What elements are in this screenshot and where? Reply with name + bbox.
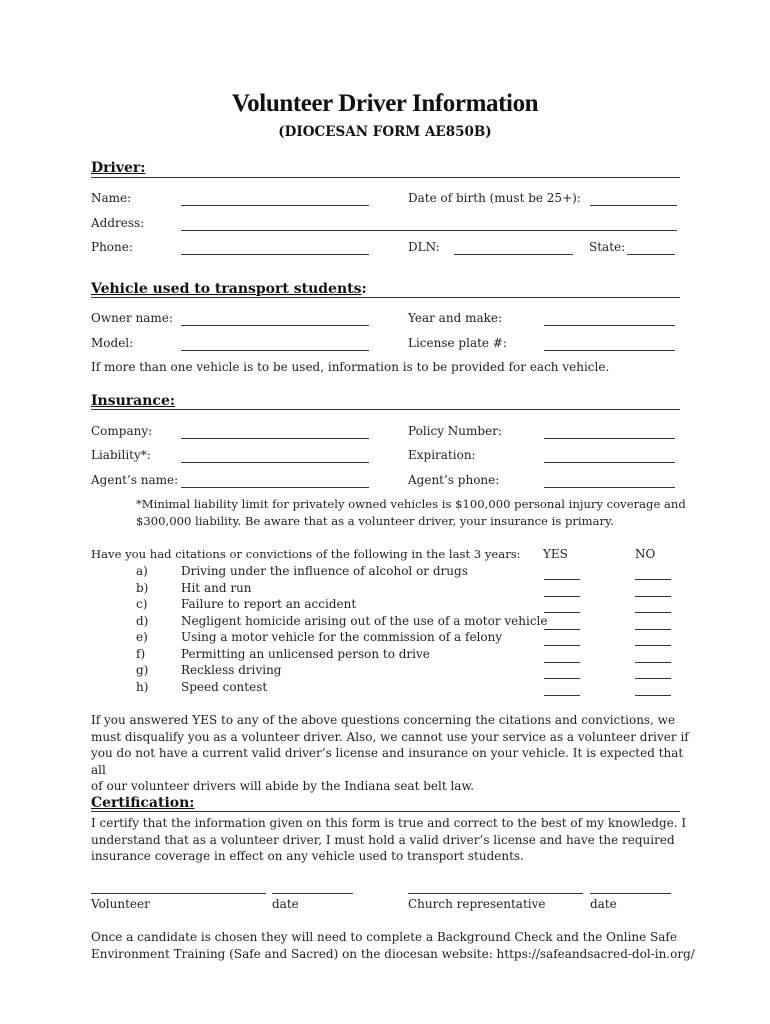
dob-label: Date of birth (must be 25+): <box>408 191 581 205</box>
vehicle-heading-text: Vehicle used to transport students <box>91 281 362 297</box>
citation-letter: h) <box>136 679 149 694</box>
name-label: Name: <box>91 191 132 205</box>
citation-yes-field[interactable] <box>544 645 580 646</box>
cert-line-1: I certify that the information given on this form is true and correct to the best of my knowledge. I <box>91 816 687 830</box>
citation-yes-field[interactable] <box>544 662 580 663</box>
citation-yes-field[interactable] <box>544 695 580 696</box>
citation-letter: a) <box>136 564 148 578</box>
liability-footnote-line-1: *Minimal liability limit for privately owned vehicles is $100,000 personal injury coverage and <box>136 497 686 511</box>
model-label: Model: <box>91 336 134 350</box>
certification-statement <box>91 815 691 865</box>
citation-text: Using a motor vehicle for the commission of a felony <box>181 630 503 644</box>
insurance-section-heading: Insurance: <box>91 393 176 409</box>
no-column-header: NO <box>635 547 656 561</box>
company-label: Company: <box>91 424 153 438</box>
form-number: (DIOCESAN FORM AE850B) <box>278 124 492 140</box>
cert-line-3: insurance coverage in effect on any vehicle used to transport students. <box>91 849 524 863</box>
year-make-field[interactable] <box>544 325 675 326</box>
citation-no-field[interactable] <box>635 629 671 630</box>
liability-label: Liability*: <box>91 448 151 462</box>
church-rep-date-label: date <box>590 897 617 911</box>
citation-no-field[interactable] <box>635 645 671 646</box>
citation-yes-field[interactable] <box>544 629 580 630</box>
phone-field[interactable] <box>181 254 369 255</box>
section-rule <box>91 297 680 298</box>
citation-letter: d) <box>136 613 149 628</box>
section-rule <box>91 409 680 410</box>
citation-letter: f) <box>136 646 146 661</box>
owner-name-label: Owner name: <box>91 311 173 325</box>
driver-section-heading: Driver: <box>91 160 146 176</box>
citation-yes-field[interactable] <box>544 678 580 679</box>
citation-text: Permitting an unlicensed person to drive <box>181 646 430 661</box>
footer-line-2: Environment Training (Safe and Sacred) on the diocesan website: https://safeandsacred-dol-in.org/ <box>91 947 695 961</box>
notice-line-2: must disqualify you as a volunteer driver. Also, we cannot use your service as a volunteer driver if <box>91 729 689 744</box>
policy-number-field[interactable] <box>544 438 675 439</box>
section-rule <box>91 811 680 812</box>
citation-no-field[interactable] <box>635 662 671 663</box>
phone-label: Phone: <box>91 240 133 254</box>
license-plate-field[interactable] <box>544 350 675 351</box>
citation-yes-field[interactable] <box>544 612 580 613</box>
section-rule <box>91 177 680 178</box>
citation-no-field[interactable] <box>635 596 671 597</box>
vehicle-heading-colon: : <box>361 281 367 297</box>
agent-phone-field[interactable] <box>544 487 675 488</box>
church-rep-label: Church representative <box>408 897 546 911</box>
agent-phone-label: Agent’s phone: <box>408 473 500 487</box>
citation-text: Failure to report an accident <box>181 597 357 611</box>
citations-notice <box>91 712 691 795</box>
volunteer-date-label: date <box>272 897 299 911</box>
agent-name-field[interactable] <box>181 487 369 488</box>
citation-letter: e) <box>136 630 148 644</box>
year-make-label: Year and make: <box>408 311 503 325</box>
citation-text: Negligent homicide arising out of the use of a motor vehicle <box>181 613 548 628</box>
model-field[interactable] <box>181 350 369 351</box>
expiration-field[interactable] <box>544 462 675 463</box>
church-rep-date-field[interactable] <box>590 893 671 894</box>
citation-yes-field[interactable] <box>544 579 580 580</box>
citation-letter: c) <box>136 597 148 611</box>
agent-name-label: Agent’s name: <box>91 473 179 487</box>
state-label: State: <box>589 240 626 254</box>
name-field[interactable] <box>181 205 369 206</box>
liability-field[interactable] <box>181 462 369 463</box>
policy-number-label: Policy Number: <box>408 424 502 438</box>
yes-column-header: YES <box>543 547 568 561</box>
address-label: Address: <box>91 216 145 230</box>
dln-label: DLN: <box>408 240 440 254</box>
citation-no-field[interactable] <box>635 612 671 613</box>
citation-no-field[interactable] <box>635 695 671 696</box>
expiration-label: Expiration: <box>408 448 476 462</box>
vehicle-section-heading <box>91 281 367 297</box>
company-field[interactable] <box>181 438 369 439</box>
citation-text: Speed contest <box>181 679 268 694</box>
citation-text: Hit and run <box>181 580 252 595</box>
dob-field[interactable] <box>590 205 677 206</box>
dln-field[interactable] <box>454 254 573 255</box>
address-field[interactable] <box>181 230 677 231</box>
certification-section-heading: Certification: <box>91 795 195 811</box>
citation-letter: b) <box>136 580 149 595</box>
citation-text: Driving under the influence of alcohol or drugs <box>181 564 468 578</box>
notice-line-1: If you answered YES to any of the above questions concerning the citations and convictions, we <box>91 713 676 727</box>
vehicle-note: If more than one vehicle is to be used, information is to be provided for each vehicle. <box>91 360 610 374</box>
citation-no-field[interactable] <box>635 579 671 580</box>
citation-text: Reckless driving <box>181 663 282 677</box>
volunteer-label: Volunteer <box>91 897 150 911</box>
citation-yes-field[interactable] <box>544 596 580 597</box>
state-field[interactable] <box>627 254 675 255</box>
citation-letter: g) <box>136 663 149 677</box>
liability-footnote-line-2: $300,000 liability. Be aware that as a volunteer driver, your insurance is primary. <box>136 514 614 528</box>
footer-line-1: Once a candidate is chosen they will need to complete a Background Check and the Online Safe <box>91 930 677 944</box>
citation-no-field[interactable] <box>635 678 671 679</box>
notice-line-3: you do not have a current valid driver’s license and insurance on your vehicle. It is expected that all <box>91 746 684 777</box>
owner-name-field[interactable] <box>181 325 369 326</box>
volunteer-date-field[interactable] <box>272 893 353 894</box>
church-rep-signature-field[interactable] <box>408 893 583 894</box>
cert-line-2: understand that as a volunteer driver, I must hold a valid driver’s license and have the required <box>91 832 675 847</box>
volunteer-signature-field[interactable] <box>91 893 266 894</box>
page-title: Volunteer Driver Information <box>231 90 539 117</box>
license-plate-label: License plate #: <box>408 336 507 350</box>
citations-question: Have you had citations or convictions of the following in the last 3 years: <box>91 547 521 561</box>
notice-line-4: of our volunteer drivers will abide by the Indiana seat belt law. <box>91 779 475 793</box>
